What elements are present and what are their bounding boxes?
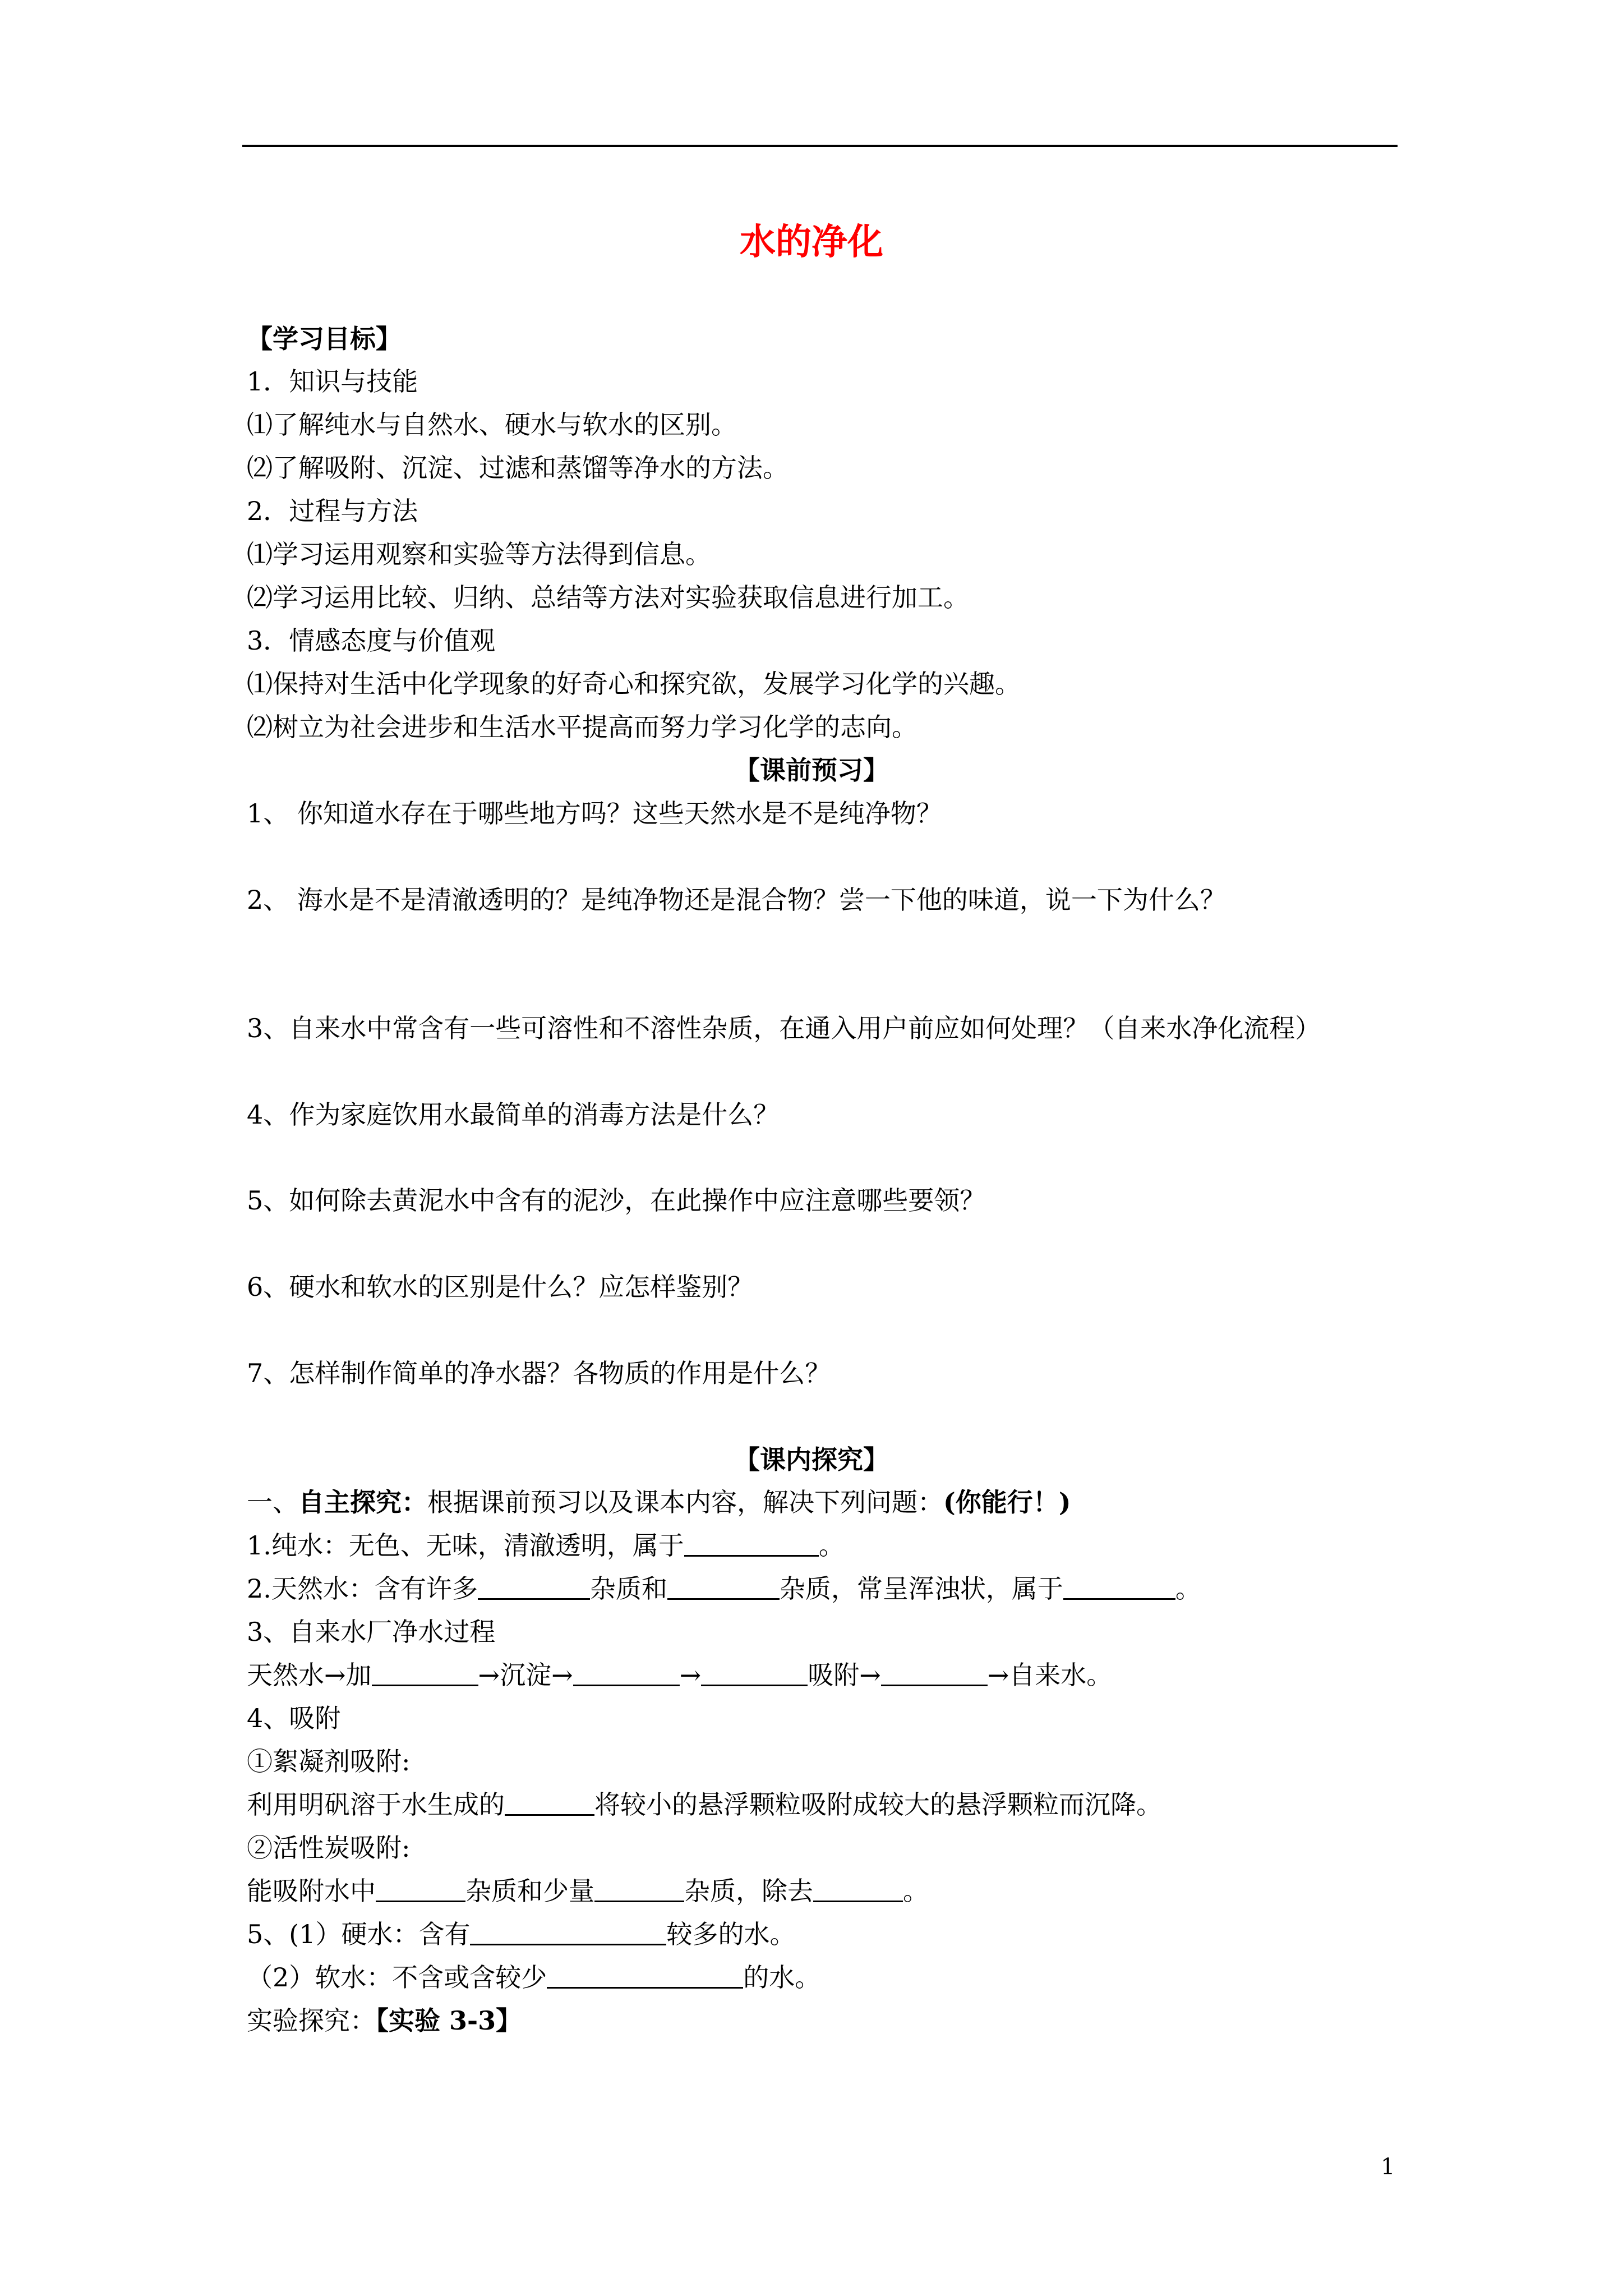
goal-emotion-title: 3．情感态度与价值观: [247, 625, 496, 656]
activated-carbon-line: 能吸附水中 杂质和少量 杂质，除去 。: [247, 1876, 929, 1906]
explore-intro: 一、自主探究：根据课前预习以及课本内容，解决下列问题：(你能行！): [247, 1487, 1071, 1517]
goal-process-title: 2．过程与方法: [247, 496, 418, 526]
goal-knowledge-title: 1．知识与技能: [247, 366, 418, 397]
answer-blank[interactable]: [701, 1660, 808, 1686]
goal-emotion-1: ⑴保持对生活中化学现象的好奇心和探究欲，发展学习化学的兴趣。: [247, 669, 1021, 699]
hard-water-line: 5、(1）硬水：含有 较多的水。: [247, 1919, 796, 1949]
preview-question-5: 5、如何除去黄泥水中含有的泥沙，在此操作中应注意哪些要领？: [247, 1185, 986, 1216]
waterworks-process-flow: 天然水→加 →沉淀→ → 吸附→ →自来水。: [247, 1660, 1113, 1690]
answer-blank[interactable]: [573, 1660, 680, 1686]
preview-heading: 【课前预习】: [734, 755, 889, 785]
goal-process-1: ⑴学习运用观察和实验等方法得到信息。: [247, 539, 711, 569]
header-rule: [242, 145, 1398, 147]
answer-blank[interactable]: [881, 1660, 988, 1686]
answer-blank[interactable]: [667, 1573, 780, 1600]
answer-blank[interactable]: [813, 1876, 903, 1902]
preview-question-7: 7、怎样制作简单的净水器？各物质的作用是什么？: [247, 1358, 831, 1388]
answer-blank[interactable]: [470, 1919, 666, 1945]
goal-emotion-2: ⑵树立为社会进步和生活水平提高而努力学习化学的志向。: [247, 712, 917, 742]
preview-question-2: 2、 海水是不是清澈透明的？是纯净物还是混合物？尝一下他的味道，说一下为什么？: [247, 885, 1226, 915]
page-title: 水的净化: [740, 222, 883, 263]
adsorption-title: 4、吸附: [247, 1703, 341, 1733]
soft-water-line: （2）软水：不含或含较少 的水。: [247, 1962, 821, 1993]
answer-blank[interactable]: [376, 1876, 465, 1902]
pure-water-line: 1.纯水：无色、无味，清澈透明，属于 。: [247, 1530, 845, 1561]
goals-heading: 【学习目标】: [247, 324, 402, 354]
explore-heading: 【课内探究】: [734, 1444, 889, 1475]
experiment-line: 实验探究：【实验 3-3】: [247, 2005, 522, 2036]
goal-knowledge-1: ⑴了解纯水与自然水、硬水与软水的区别。: [247, 409, 737, 440]
natural-water-line: 2.天然水：含有许多 杂质和 杂质，常呈浑浊状，属于 。: [247, 1573, 1201, 1604]
answer-blank[interactable]: [372, 1660, 478, 1686]
answer-blank[interactable]: [505, 1789, 594, 1816]
answer-blank[interactable]: [478, 1573, 590, 1600]
preview-question-6: 6、硬水和软水的区别是什么？应怎样鉴别？: [247, 1272, 754, 1302]
answer-blank[interactable]: [684, 1530, 819, 1557]
activated-carbon-title: ②活性炭吸附:: [247, 1833, 411, 1863]
goal-process-2: ⑵学习运用比较、归纳、总结等方法对实验获取信息进行加工。: [247, 582, 969, 613]
page-number: 1: [1381, 2154, 1395, 2180]
answer-blank[interactable]: [547, 1962, 743, 1989]
waterworks-process-title: 3、自来水厂净水过程: [247, 1617, 496, 1647]
preview-question-4: 4、作为家庭饮用水最简单的消毒方法是什么？: [247, 1099, 780, 1130]
answer-blank[interactable]: [1063, 1573, 1175, 1600]
goal-knowledge-2: ⑵了解吸附、沉淀、过滤和蒸馏等净水的方法。: [247, 453, 789, 483]
preview-question-1: 1、 你知道水存在于哪些地方吗？这些天然水是不是纯净物？: [247, 798, 942, 829]
flocculant-line: 利用明矾溶于水生成的 将较小的悬浮颗粒吸附成较大的悬浮颗粒而沉降。: [247, 1789, 1162, 1820]
answer-blank[interactable]: [594, 1876, 684, 1902]
preview-question-3: 3、自来水中常含有一些可溶性和不溶性杂质，在通入用户前应如何处理？（自来水净化流程）: [247, 1013, 1321, 1043]
flocculant-title: ①絮凝剂吸附:: [247, 1746, 411, 1777]
